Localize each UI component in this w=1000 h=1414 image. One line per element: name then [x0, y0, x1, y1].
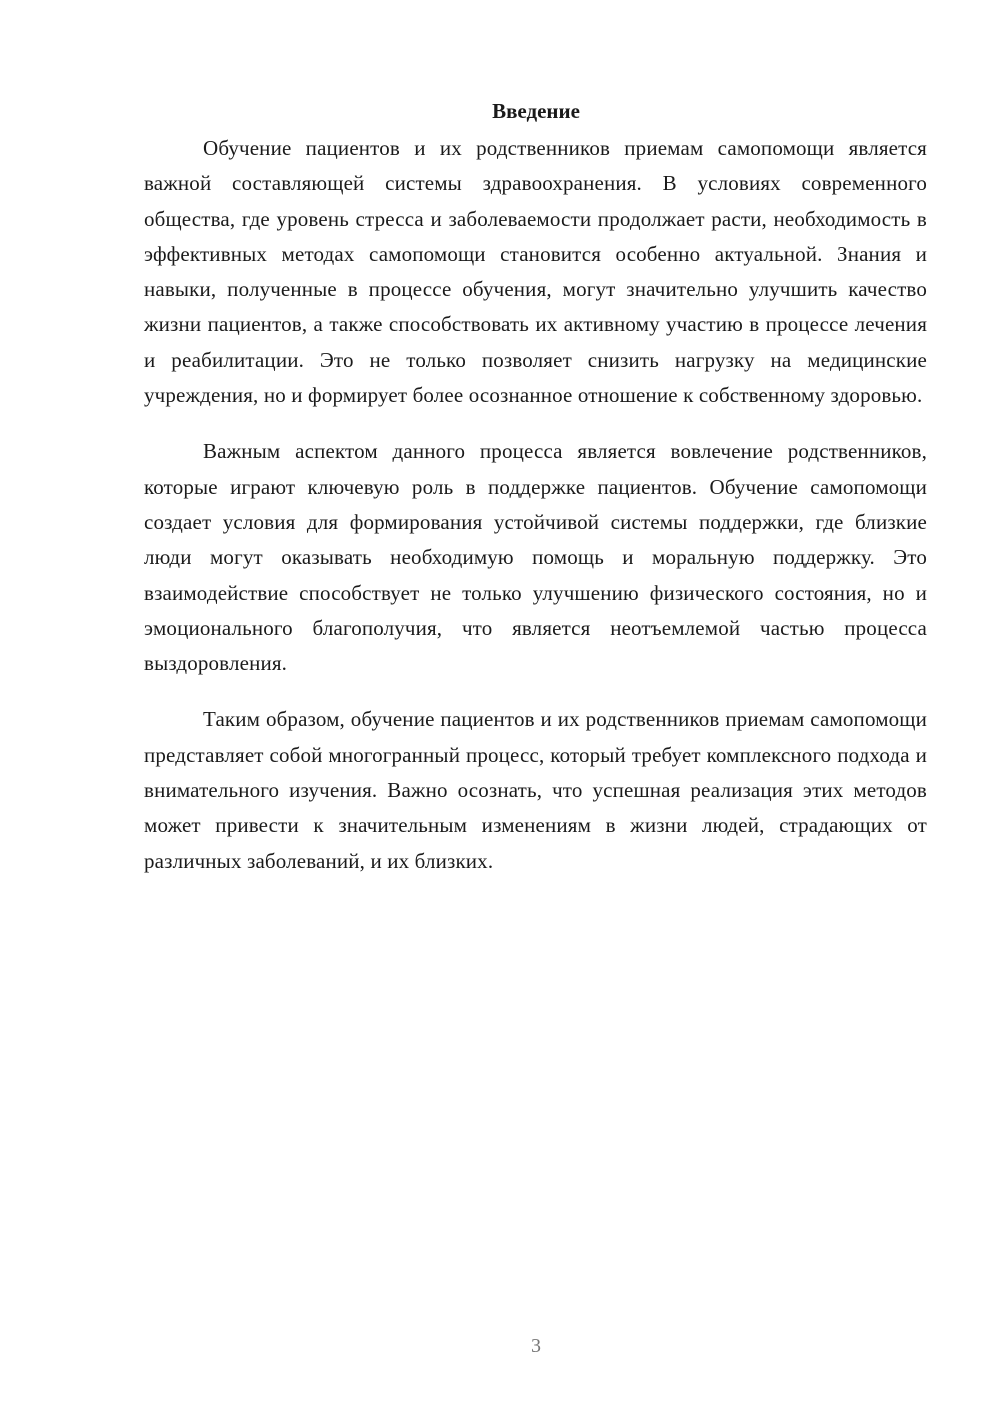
page-number: 3: [531, 1335, 541, 1357]
paragraph-1: Обучение пациентов и их родственников приемам самопомощи является важной составляющей системы здравоохранения. В условиях современного общества, где уровень стресса и заболеваемости продолжает расти, необходимость в эффективных методах самопомощи становится особенно актуальной. Знания и навыки, полученные в процессе обучения, могут значительно улучшить качество жизни пациентов, а также способствовать их активному участию в процессе лечения и реабилитации. Это не только позволяет снизить нагрузку на медицинские учреждения, но и формирует более осознанное отношение к собственному здоровью.: [144, 136, 927, 408]
section-heading: Введение: [492, 99, 580, 123]
paragraph-3: Таким образом, обучение пациентов и их родственников приемам самопомощи представляет собой многогранный процесс, который требует комплексного подхода и внимательного изучения. Важно осознать, что успешная реализация этих методов может привести к значительным изменениям в жизни людей, страдающих от различных заболеваний, и их близких.: [144, 707, 927, 873]
page-content: [144, 96, 927, 900]
paragraph-2: Важным аспектом данного процесса является вовлечение родственников, которые играют ключевую роль в поддержке пациентов. Обучение самопомощи создает условия для формирования устойчивой системы поддержки, где близкие люди могут оказывать необходимую помощь и моральную поддержку. Это взаимодействие способствует не только улучшению физического состояния, но и эмоционального благополучия, что является неотъемлемой частью процесса выздоровления.: [144, 439, 927, 676]
